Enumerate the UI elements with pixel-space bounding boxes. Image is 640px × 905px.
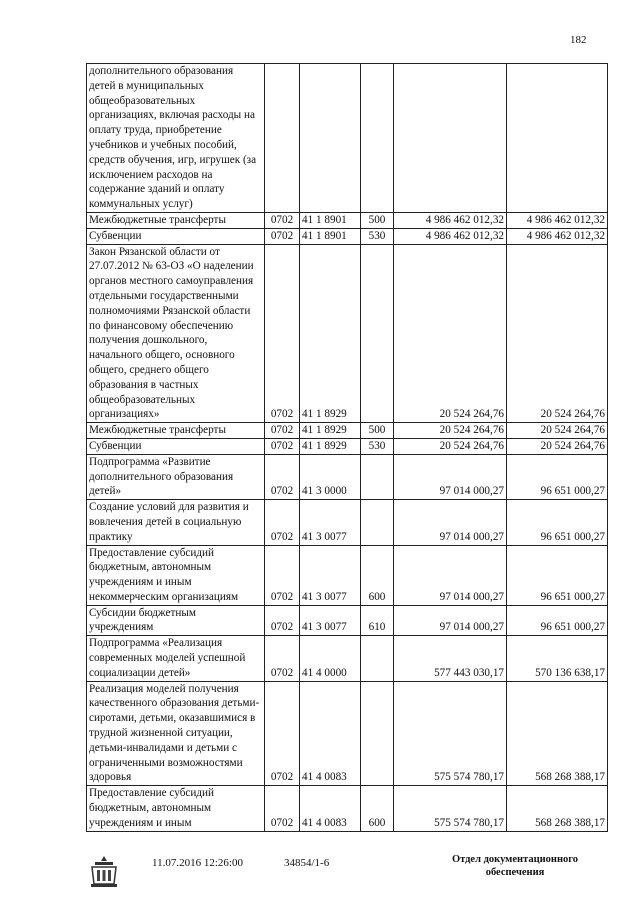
row-amount-2016: 577 443 030,17 — [394, 636, 507, 681]
row-expense-type — [361, 244, 394, 423]
row-expense-type: 530 — [361, 438, 394, 454]
row-amount-plan — [507, 64, 608, 213]
footer-department-line2: обеспечения — [485, 867, 545, 878]
row-target-article: 41 3 0077 — [300, 605, 361, 636]
table-row — [87, 64, 608, 213]
table-row — [87, 500, 608, 545]
row-section-code: 0702 — [265, 212, 300, 228]
row-amount-2016: 97 014 000,27 — [394, 545, 507, 605]
table-row — [87, 454, 608, 499]
row-target-article: 41 3 0077 — [300, 500, 361, 545]
row-expense-type: 610 — [361, 605, 394, 636]
row-amount-plan: 20 524 264,76 — [507, 423, 608, 439]
row-expense-type: 500 — [361, 423, 394, 439]
footer-date: 11.07.2016 12:26:00 — [152, 857, 243, 869]
row-section-code: 0702 — [265, 681, 300, 786]
row-description: Предоставление субсидий бюджетным, автономным учреждениям и иным — [87, 786, 265, 831]
row-target-article: 41 1 8901 — [300, 228, 361, 244]
table-row — [87, 228, 608, 244]
row-description: Создание условий для развития и вовлечения детей в социальную практику — [87, 500, 265, 545]
row-expense-type: 600 — [361, 786, 394, 831]
row-amount-2016: 20 524 264,76 — [394, 244, 507, 423]
row-amount-2016: 4 986 462 012,32 — [394, 212, 507, 228]
row-target-article — [300, 64, 361, 213]
row-amount-2016: 575 574 780,17 — [394, 786, 507, 831]
row-target-article: 41 4 0083 — [300, 786, 361, 831]
page-number: 182 — [570, 34, 587, 46]
table-row — [87, 605, 608, 636]
table-row — [87, 423, 608, 439]
row-section-code: 0702 — [265, 636, 300, 681]
row-expense-type: 600 — [361, 545, 394, 605]
row-amount-2016: 97 014 000,27 — [394, 605, 507, 636]
row-amount-plan: 96 651 000,27 — [507, 454, 608, 499]
row-section-code: 0702 — [265, 545, 300, 605]
row-amount-2016: 575 574 780,17 — [394, 681, 507, 786]
row-expense-type: 500 — [361, 212, 394, 228]
row-section-code: 0702 — [265, 244, 300, 423]
row-description: Подпрограмма «Развитие дополнительного образования детей» — [87, 454, 265, 499]
row-amount-plan: 568 268 388,17 — [507, 681, 608, 786]
budget-table-body — [87, 64, 608, 832]
row-amount-2016 — [394, 64, 507, 213]
footer-department-line1: Отдел документационного — [451, 854, 579, 865]
row-amount-plan: 96 651 000,27 — [507, 605, 608, 636]
row-description: Закон Рязанской области от 27.07.2012 № 63-ОЗ «О наделении органов местного самоуправления отдельными государственными полномочиями Рязанской области по финансовому обеспечению получения дошкольного, начального общего, основного общего, среднего общего образования в частных общеобразовательных организациях» — [87, 244, 265, 423]
row-expense-type — [361, 500, 394, 545]
row-amount-plan: 568 268 388,17 — [507, 786, 608, 831]
row-section-code: 0702 — [265, 605, 300, 636]
row-section-code: 0702 — [265, 423, 300, 439]
table-row — [87, 786, 608, 831]
row-amount-plan: 20 524 264,76 — [507, 438, 608, 454]
page-footer — [0, 853, 640, 893]
row-expense-type: 530 — [361, 228, 394, 244]
row-target-article: 41 1 8901 — [300, 212, 361, 228]
row-section-code: 0702 — [265, 786, 300, 831]
table-row — [87, 545, 608, 605]
row-amount-2016: 4 986 462 012,32 — [394, 228, 507, 244]
row-amount-plan: 4 986 462 012,32 — [507, 228, 608, 244]
row-amount-plan: 96 651 000,27 — [507, 500, 608, 545]
table-row — [87, 438, 608, 454]
row-target-article: 41 1 8929 — [300, 423, 361, 439]
row-description: Предоставление субсидий бюджетным, автономным учреждениям и иным некоммерческим организациям — [87, 545, 265, 605]
coat-of-arms-icon — [86, 853, 122, 889]
row-amount-2016: 97 014 000,27 — [394, 454, 507, 499]
row-amount-2016: 20 524 264,76 — [394, 423, 507, 439]
row-description: Субсидии бюджетным учреждениям — [87, 605, 265, 636]
row-target-article: 41 4 0083 — [300, 681, 361, 786]
row-target-article: 41 1 8929 — [300, 438, 361, 454]
row-amount-plan: 570 136 638,17 — [507, 636, 608, 681]
row-amount-plan: 20 524 264,76 — [507, 244, 608, 423]
table-row — [87, 212, 608, 228]
footer-doc-number: 34854/1-6 — [284, 857, 330, 869]
row-expense-type — [361, 454, 394, 499]
table-row — [87, 681, 608, 786]
row-description: Реализация моделей получения качественного образования детьми-сиротами, детьми, оказавшимися в трудной жизненной ситуации, детьми-инвалидами и детьми с ограниченными возможностями здоровья — [87, 681, 265, 786]
row-description: дополнительного образования детей в муниципальных общеобразовательных организациях, включая расходы на оплату труда, приобретение учебников и учебных пособий, средств обучения, игр, игрушек (за исключением расходов на содержание зданий и оплату коммунальных услуг) — [87, 64, 265, 213]
row-amount-2016: 20 524 264,76 — [394, 438, 507, 454]
row-target-article: 41 3 0000 — [300, 454, 361, 499]
row-section-code — [265, 64, 300, 213]
row-target-article: 41 3 0077 — [300, 545, 361, 605]
row-description: Межбюджетные трансферты — [87, 423, 265, 439]
row-amount-2016: 97 014 000,27 — [394, 500, 507, 545]
table-row — [87, 244, 608, 423]
row-expense-type — [361, 681, 394, 786]
row-section-code: 0702 — [265, 438, 300, 454]
row-expense-type — [361, 636, 394, 681]
row-amount-plan: 4 986 462 012,32 — [507, 212, 608, 228]
row-expense-type — [361, 64, 394, 213]
budget-table — [86, 63, 608, 832]
footer-department — [440, 853, 590, 879]
row-description: Субвенции — [87, 438, 265, 454]
row-description: Подпрограмма «Реализация современных моделей успешной социализации детей» — [87, 636, 265, 681]
row-target-article: 41 4 0000 — [300, 636, 361, 681]
row-description: Субвенции — [87, 228, 265, 244]
row-amount-plan: 96 651 000,27 — [507, 545, 608, 605]
row-section-code: 0702 — [265, 228, 300, 244]
row-section-code: 0702 — [265, 454, 300, 499]
row-section-code: 0702 — [265, 500, 300, 545]
table-row — [87, 636, 608, 681]
row-description: Межбюджетные трансферты — [87, 212, 265, 228]
row-target-article: 41 1 8929 — [300, 244, 361, 423]
